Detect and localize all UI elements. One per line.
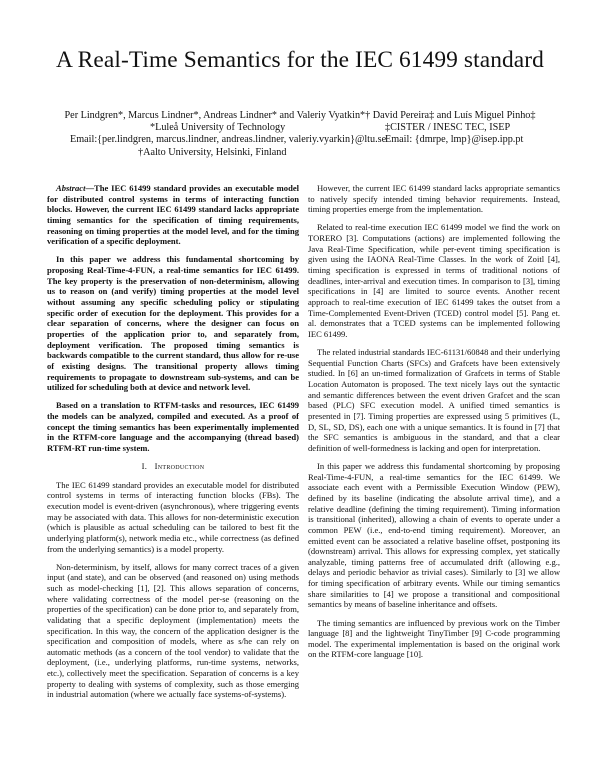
affiliation-lulea: *Luleå University of Technology [150, 122, 286, 133]
section-title: Introduction [154, 460, 205, 471]
left-column [47, 183, 299, 707]
body-paragraph: However, the current IEC 61499 standard lacks appropriate semantics to natively specify intended timing behavior requirements. Instead, timing properties emerge from the implementation. [308, 183, 560, 215]
body-paragraph: Non-determinism, by itself, allows for many correct traces of a given input (and state), and can be observed (and reasoned on) using methods such as model-checking [1], [2]. This allows separation of concerns, where validating correctness of the model per-se (reasoning on the properties of the specification) can be done prior to, and separately from, validating that a specific deployment (implementation) meets the specification. In this way, the concern of the application designer is the specification and composition of models, where as s/he can rely on automatic methods (as a concern of the tool vendor) to validate that the deployment, (i.e., underlying platforms, run-time systems, networks, etc.), collectively meet the specification. Separation of concerns is a key property to dealing with systems of complexity, such as those emerging in industrial automation (where we actually face systems-of-systems). [47, 561, 299, 700]
right-column [308, 183, 560, 668]
abstract-paragraph [47, 183, 299, 247]
section-heading [47, 461, 299, 472]
body-paragraph: In this paper we address this fundamental shortcoming by proposing Real-Time-4-FUN, a real-time semantics for the IEC 61499. We associate each event with a Permissible Execution Window (PEW), defined by its baseline (indicating the absolute arrival time), and a relative deadline (defining the timing requirement). Timing information is transitional (inherited), allowing a chain of events to operate under a common PEW (i.e., end-to-end timing requirement). Moreover, an emitted event can be associated a relative baseline offset, postponing its (downstream) arrival. This allows for expressing complex, yet statically analyzable, timing patterns free of accumulated drift (allowing e.g., delays and periodic behavior as trivial cases). Similarly to [3] we allow for timing specification of arbitrary events. While our timing semantics share similarities to [4] we propose a transitional and compositional semantics by means of baseline inheritance and offsets. [308, 460, 560, 610]
authors-line: Per Lindgren*, Marcus Lindner*, Andreas Lindner* and Valeriy Vyatkin*† David Pereira‡ and Luís Miguel Pinho‡ [64, 110, 536, 121]
abstract-paragraph-3: Based on a translation to RTFM-tasks and resources, IEC 61499 the models can be analyzed, compiled and executed. As a proof of concept the timing semantics has been experimentally implemented in the RTFM-core language and the accompanying (thread based) RTFM-RT run-time system. [47, 400, 299, 453]
body-paragraph: The timing semantics are influenced by previous work on the Timber language [8] and the lightweight TinyTimber [9] C-code programming model. The experimental implementation is based on the original work on the RTFM-core language [10]. [308, 617, 560, 660]
affiliation-cister: ‡CISTER / INESC TEC, ISEP [385, 122, 511, 133]
abstract-text: —The IEC 61499 standard provides an executable model for distributed control systems in terms of interacting function blocks. However, the current IEC 61499 standard lacks appropriate timing semantics for the specification of timing requirements, reasoning on timing properties at the model level, and for the timing verification of a specific deployment. [47, 183, 299, 247]
abstract-label: Abstract [56, 183, 86, 193]
body-paragraph: The IEC 61499 standard provides an executable model for distributed control systems in terms of interacting function blocks (FBs). The execution model is event-driven (asynchronous), where triggering events may be associated with data. This allows for non-deterministic execution (which is plausible as actual scheduling can be tailored to best fit the underlying platform(s), network media etc., while correctness (as defined from the underlying semantics) is a model property. [47, 479, 299, 554]
body-paragraph: The related industrial standards IEC-61131/60848 and their underlying Sequential Function Charts (SFCs) and Grafcets have been extensively studied. In [6] an un-timed formalization of Grafcets in terms of Stable Location Automaton is proposed. The text nicely lays out the syntactic and semantic differences between the event driven Grafcet and the scan based (PLC) SFC execution model. A unified timed semantics is presented in [7]. Timing properties are expressed using 5 primitives (L, D, SL, SD, DS), each one with a unique semantics. It is found in [7] that the SFC semantics is ambiguous in the standard, and that a clear definition of well-formedness is lacking and open for interpretation. [308, 346, 560, 453]
body-paragraph: Related to real-time execution IEC 61499 model we find the work on TORERO [3]. Computations (actions) are implemented following the Java Real-Time Specification, while per-event timing specification is given using the IAONA Real-Time Classes. In the work of Zoitl [4], timing specification is expressed in terms of traditional notions of deadlines, inter-arrival and execution times. In comparison to [3], timing specifications in [4] are limited to source events. Another recent approach to real-time execution of IEC 61499 takes the outset from a Time-Complemented Event-Driven (TCED) control model [5]. Pang et. al. demonstrates that a TCED systems can be implemented following IEC 61499. [308, 222, 560, 339]
section-number: I. [141, 460, 148, 471]
email-isep: Email: {dmrpe, lmp}@isep.ipp.pt [385, 134, 524, 145]
affiliation-aalto: †Aalto University, Helsinki, Finland [138, 147, 287, 158]
email-ltu: Email:{per.lindgren, marcus.lindner, andreas.lindner, valeriy.vyarkin}@ltu.se [70, 134, 387, 145]
paper-title: A Real-Time Semantics for the IEC 61499 standard [56, 47, 544, 73]
abstract-paragraph-2: In this paper we address this fundamental shortcoming by proposing Real-Time-4-FUN, a real-time semantics for IEC 61499. The key property is the preservation of non-determinism, allowing us to reason on (and verify) timing properties at the model level without assuming any specific scheduling policy or stipulating specific order of execution for the deployment. This provides for a clear separation of concerns, where the designer can focus on properties of the application prior to, and separately from, deployment verification. The proposed timing semantics is backwards compatible to the current standard, thus allow for re-use of existing designs. The transitional property allows timing requirements to propagate to downstream sub-systems, and can be utilized for scheduling both at device and network level. [47, 254, 299, 393]
